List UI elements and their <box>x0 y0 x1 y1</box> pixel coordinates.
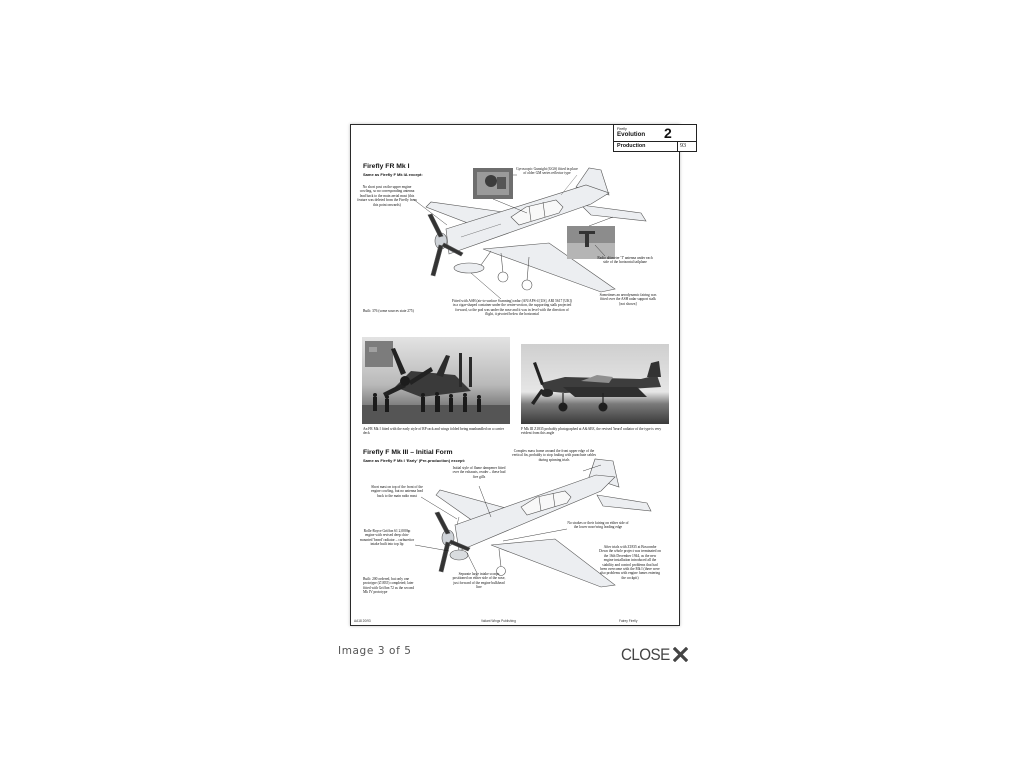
tailplane-2 <box>597 495 651 511</box>
footer-right: Fairey Firefly <box>619 619 638 623</box>
built-f-mk3: Built: 200 ordered, but only one prototype (Z1835) completed; later fitted with Griffon 72 as the second Mk IV prototype <box>363 577 415 595</box>
photo-f-mk3-z1835 <box>521 344 669 424</box>
footer-left: AA18 20/93 <box>354 619 371 623</box>
callout-engine: Rolls-Royce Griffon 61 2,000hp engine with revised deep chin-mounted 'beard' radiator – carburettor intake built into top lip <box>359 529 415 547</box>
wheel-1 <box>498 272 508 282</box>
header-series: Firefly <box>617 127 627 131</box>
footer-center: Valiant Wings Publishing <box>481 619 516 623</box>
section-title-f-mk3: Firefly F Mk III – Initial Form <box>363 449 453 456</box>
prop-blade <box>428 214 443 237</box>
built-fr-mk1: Built: 376 (some sources state 275) <box>363 309 414 313</box>
callout-radar: Fitted with ASH (air-to-surface Scanning) radar (AN/APS-4 [US], ARI 5617 [UK]) in a cigar-shaped container under the centre-section, the supporting stalk projected forward, so the pod was under the nose and it was in level with the direction of flight, it pivoted below the horizontal <box>452 299 572 317</box>
callout-gunsight: Gyroscopic Gunsight (GGS) fitted in place of older GM series reflector type <box>516 167 578 176</box>
near-wing-2 <box>491 539 615 587</box>
photo-caption-1: An FR Mk I fitted with the early style of RP rack and wings folded being manhandled on a carrier deck <box>363 427 504 436</box>
photo-caption-2: F Mk III Z1835 probably photographed at A&AEE, the revised 'beard' radiator of the type is very evident from this angle <box>521 427 662 436</box>
header-divider <box>614 141 696 142</box>
header-divider-vertical <box>677 141 678 151</box>
header-page-number: 93 <box>680 143 686 149</box>
header-chapter-number: 2 <box>664 125 672 141</box>
beard-radiator <box>450 550 468 560</box>
callout-altimeter: Radio altimeter 'T' antenna under each side of the horizontal tailplane <box>597 256 653 265</box>
callout-flame-dampener: Initial style of flame dampener fitted over the exhausts, reader – these had five gills <box>452 466 506 479</box>
tailplane-1 <box>581 205 646 221</box>
close-icon[interactable] <box>673 647 688 662</box>
callout-mass-frame: Complex mass frame around the front upper edge of the vertical fin, probably to stop fouling with parachute cables during spinning trials <box>511 449 597 462</box>
callout-intakes: Separate large intake scoops positioned on either side of the nose, just forward of the engine bulkhead line <box>452 572 506 590</box>
inset-photo-altimeter <box>567 226 615 259</box>
header-title: Evolution <box>617 131 646 138</box>
callout-strakes: No strakes or their fairing on either side of the lower nose/wing leading edge <box>567 521 629 530</box>
callout-aerial: No short post on the upper engine cowling, so no corresponding antenna lead back to the main aerial mast (this feature was deleted from the Firefly from this point onwards) <box>357 185 417 207</box>
close-label: CLOSE <box>621 645 670 664</box>
callout-fairing: Sometimes an aerodynamic fairing was fitted over the ASH radar support stalk [not shown] <box>599 293 657 306</box>
ash-radar-pod <box>454 263 484 273</box>
lightbox-image <box>350 124 680 626</box>
section-title-fr-mk1: Firefly FR Mk I <box>363 163 410 170</box>
callout-trials: After trials with Z1835 at Boscombe Down the whole project was terminated on the 16th December 1944, as the new engine installation introduced all the stability and control problems that had been overcome with the Mk I (there were also problems with engine fumes entering the cockpit) <box>599 545 661 580</box>
header-section: Production <box>617 143 646 149</box>
section-subtitle-fr-mk1: Same as Firefly F Mk IA except: <box>363 172 423 177</box>
page-header-box <box>613 124 697 152</box>
section-subtitle-f-mk3: Same as Firefly F Mk I 'Early' (Pre-production) except: <box>363 458 466 463</box>
callout-short-mast: Short mast on top of the front of the engine cowling, but no antenna lead back to the main radio mast <box>371 485 423 498</box>
close-button[interactable] <box>621 644 691 666</box>
inset-photo-gunsight <box>473 168 513 199</box>
photo-carrier-deck <box>362 337 510 424</box>
image-counter: Image 3 of 5 <box>338 645 412 657</box>
